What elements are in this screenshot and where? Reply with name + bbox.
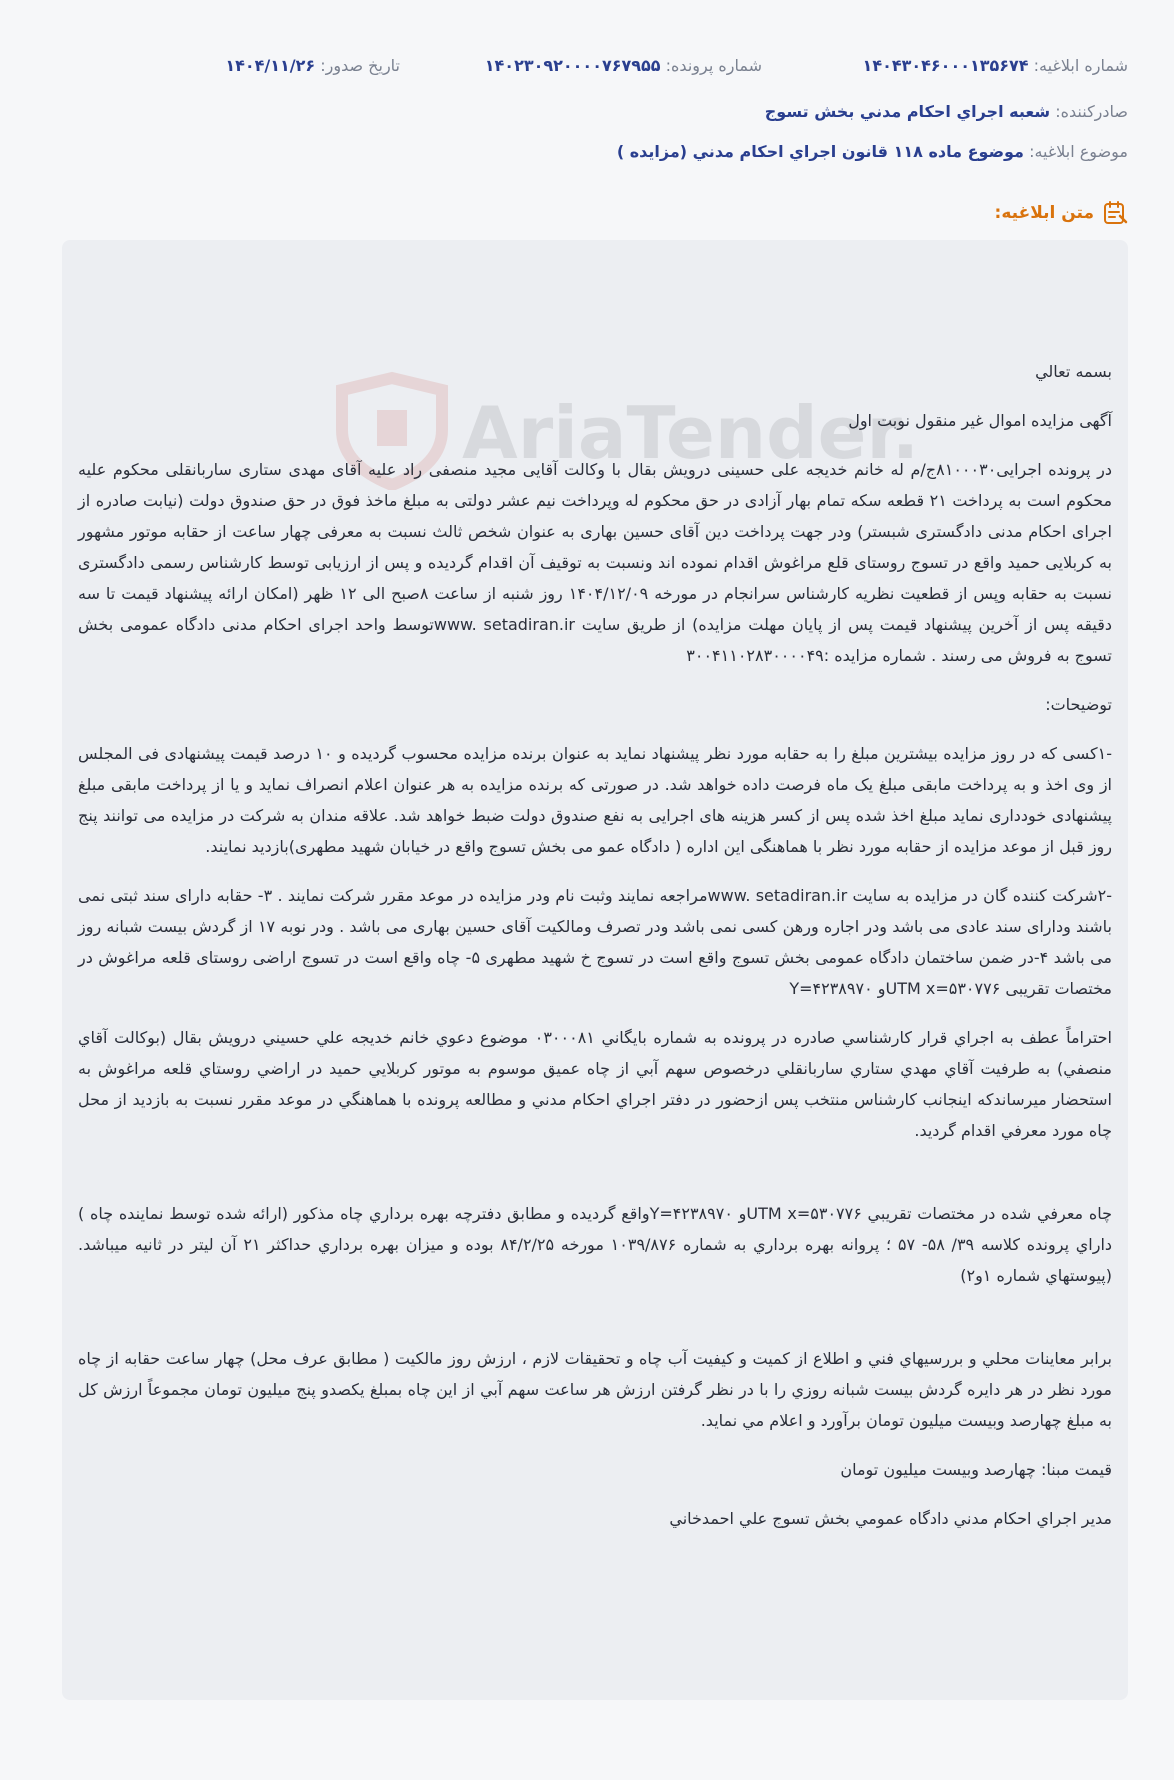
notice-number-value: ۱۴۰۴۳۰۴۶۰۰۰۱۳۵۶۷۴ <box>862 56 1029 75</box>
valuation: برابر معاينات محلي و بررسيهاي فني و اطلاع از كميت و كيفيت آب چاه و تحقيقات لازم ، ارزش روز مالكيت ( مطابق عرف محل) چهار ساعت حقابه از چاه مورد نظر در هر دايره گردش بيست شبانه روزي را با در نظر گرفتن ارزش هر ساعت سهم آبي از اين چاه بمبلغ يكصدو پنج ميليون تومان مجموعاً ارزش كل به مبلغ چهارصد وبيست ميليون تومان برآورد و اعلام مي نمايد. <box>78 1349 1112 1430</box>
case-number-value: ۱۴۰۲۳۰۹۲۰۰۰۰۷۶۷۹۵۵ <box>484 56 661 75</box>
note-icon <box>1102 200 1128 226</box>
auction-title: آگهی مزایده اموال غیر منقول نوبت اول <box>848 411 1112 430</box>
issuer-value: شعبه اجراي احکام مدني بخش تسوج <box>764 102 1051 121</box>
issue-date-value: ۱۴۰۴/۱۱/۲۶ <box>225 56 316 75</box>
signature-line: مدير اجراي احكام مدني دادگاه عمومي بخش تسوج علي احمدخاني <box>669 1509 1112 1528</box>
expert-report-intro: احتراماً عطف به اجراي قرار كارشناسي صادره در پرونده به شماره بايگاني ۰۳۰۰۰۸۱ موضوع دعوي خانم خديجه علي حسيني درويش بقال (بوكالت آقاي منصفي) به طرفيت آقاي مهدي ستاري ساربانقلي درخصوص سهم آبي از چاه عميق موسوم به موتور كربلايي حميد در اراضي روستاي قلعه مراغوش به استحضار ميرساندكه اينجانب كارشناس منتخب پس ازحضور در دفتر اجراي احكام مدني و مطالعه پرونده با هماهنگي در موعد مقرر نسبت به بازديد از محل چاه مورد معرفي اقدام گرديد. <box>78 1028 1112 1140</box>
notice-text-heading <box>995 200 1128 226</box>
subject-value: موضوع ماده ۱۱۸ قانون اجراي احکام مدني (مزايده ) <box>616 142 1024 161</box>
notice-number <box>863 56 1128 75</box>
issue-date-label: تاريخ صدور: <box>320 56 400 75</box>
well-details: چاه معرفي شده در مختصات تقريبي UTM x=۵۳۰۷۷۶و Y=۴۲۳۸۹۷۰واقع گرديده و مطابق دفترچه بهره برداري چاه مذكور (ارائه شده توسط نماينده چاه ) داراي پرونده كلاسه ۳۹/ ۵۸- ۵۷ ؛ پروانه بهره برداري به شماره ۱۰۳۹/۸۷۶ مورخه ۸۴/۲/۲۵ بوده و ميزان بهره برداري حداكثر ۲۱ آن ليتر در ثانيه ميباشد.(پيوستهاي شماره ۱و۲) <box>78 1204 1113 1285</box>
subject-label: موضوع ابلاغيه: <box>1029 142 1128 161</box>
base-price: قيمت مبنا: چهارصد وبيست ميليون تومان <box>840 1460 1112 1479</box>
subject-line <box>617 142 1128 161</box>
issue-date <box>225 56 400 75</box>
case-number <box>485 56 762 75</box>
note-1: -۱کسی که در روز مزایده بیشترین مبلغ را به حقابه مورد نظر پیشنهاد نماید به عنوان برنده مزایده محسوب گردیده و ۱۰ درصد قیمت پیشنهادی فی المجلس از وی اخذ و به پرداخت مابقی مبلغ یک ماه فرصت داده خواهد شد. در صورتی که برنده مزایده به هر عنوان اعلام انصراف نماید و یا از پرداخت مابقی مبلغ پیشنهادی خودداری نماید مبلغ اخذ شده پس از کسر هزینه های اجرایی به نفع صندوق دولت ضبط خواهد شد. علاقه مندان به شرکت در مزایده می توانند پنج روز قبل از موعد مزایده از حقابه مورد نظر با هماهنگی این اداره ( دادگاه عمو می بخش تسوج واقع در خیابان شهید مطهری)بازدید نمایند. <box>78 744 1113 856</box>
notice-text-title: متن ابلاغيه: <box>994 203 1094 223</box>
greeting: بسمه تعالي <box>1035 362 1112 381</box>
notice-meta-row <box>0 56 1174 84</box>
issuer-line <box>765 102 1128 121</box>
watermark-text: AriaTender. <box>462 391 920 475</box>
notice-number-label: شماره ابلاغيه: <box>1033 56 1128 75</box>
case-number-label: شماره پرونده: <box>665 56 762 75</box>
issuer-label: صادرکننده: <box>1055 102 1128 121</box>
notes-heading: توضیحات: <box>1045 695 1112 714</box>
notice-body <box>78 356 1112 1552</box>
auction-description: در پرونده اجرایی۸۱۰۰۰۳۰ج/م له خانم خدیجه علی حسینی درویش بقال با وکالت آقایی مجید منصفی راد علیه آقای مهدی ستاری ساربانقلی محکوم علیه محکوم است به پرداخت ۲۱ قطعه سکه تمام بهار آزادی در حق محکوم له وپرداخت نیم عشر دولتی به مبلغ ماخذ فوق در حق صندوق دولت (نیابت صادره از اجرای احکام مدنی دادگستری شبستر) ودر جهت پرداخت دین آقای حسین بهاری به عنوان شخص ثالث نسبت به معرفی چهار ساعت از حقابه موتور مشهور به کربلایی حمید واقع در تسوج روستای قلع مراغوش اقدام نموده اند ونسبت به توقیف آن اقدام گردیده و پس از ارزیابی توسط کارشناس رسمی دادگستری نسبت به حقابه وپس از قطعیت نظریه کارشناس سرانجام در مورخه ۱۴۰۴/۱۲/۰۹ روز شنبه از ساعت ۸صبح الی ۱۲ ظهر (امکان ارائه پیشنهاد قیمت تا سه دقیقه پس از آخرین پیشنهاد قیمت پس از پایان مهلت مزایده) از طریق سایت www. setadiran.irتوسط واحد اجرای احکام مدنی دادگاه عمومی بخش تسوج به فروش می رسند . شماره مزایده :۳۰۰۴۱۱۰۲۸۳۰۰۰۰۴۹ <box>78 460 1113 665</box>
notice-text-card <box>62 240 1128 1700</box>
note-2: -۲شرکت کننده گان در مزایده به سایت www. setadiran.irمراجعه نمایند وثبت نام ودر مزایده در موعد مقرر شرکت نمایند . ۳- حقابه دارای سند ثبتی نمی باشند ودارای سند عادی می باشد ودر اجاره ورهن کسی نمی باشد ودر تصرف ومالکیت آقای حسین بهاری می باشد . ودر نوبه ۱۷ از گردش بیست شبانه روز می باشد ۴-در ضمن ساختمان دادگاه عمومی بخش تسوج واقع است در تسوج خ شهید مطهری ۵- چاه واقع است در تسوج اراضی روستای قلعه مراغوش در مختصات تقریبی UTM x=۵۳۰۷۷۶و Y=۴۲۳۸۹۷۰ <box>78 886 1113 998</box>
